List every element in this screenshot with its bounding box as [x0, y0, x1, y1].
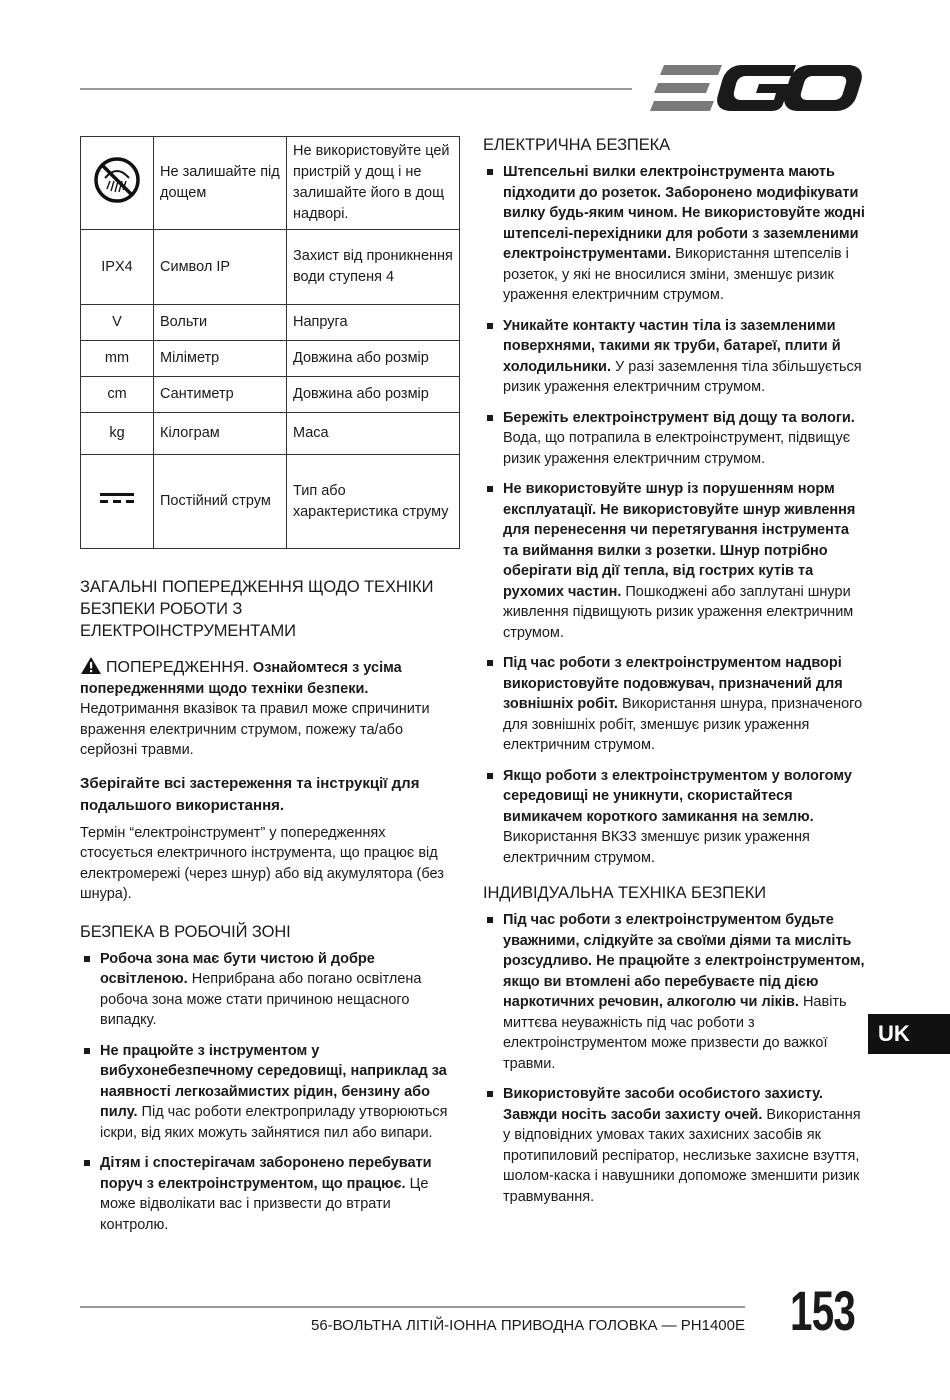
table-row — [81, 455, 460, 549]
section-heading-general: ЗАГАЛЬНІ ПОПЕРЕДЖЕННЯ ЩОДО ТЕХНІКИ БЕЗПЕКИ РОБОТИ З ЕЛЕКТРОІНСТРУМЕНТАМИ — [80, 578, 434, 640]
item-text: Використання шнура, призначеного для зовнішніх робіт, зменшує ризик ураження електричним струмом. — [503, 696, 863, 753]
warning-text: Недотримання вказівок та правил може спричинити враження електричним струмом, пожежу та/або серйозні травми. — [80, 701, 430, 758]
item-text: Це може відволікати вас і призвести до втрати контролю. — [100, 1175, 429, 1233]
symbol-cell — [81, 137, 154, 230]
list-item — [483, 910, 865, 1074]
section-heading-electrical: ЕЛЕКТРИЧНА БЕЗПЕКА — [483, 136, 671, 154]
footer-rule — [80, 1306, 745, 1308]
section-heading-work-area: БЕЗПЕКА В РОБОЧІЙ ЗОНІ — [80, 922, 291, 941]
left-column — [80, 576, 452, 1245]
list-item — [483, 316, 865, 398]
item-bold: Робоча зона має бути чистою й добре освітленою. — [100, 950, 375, 987]
save-instructions-heading: Зберігайте всі застереження та інструкції для подальшого використання. — [80, 774, 420, 814]
list-item — [483, 408, 865, 470]
item-text: Вода, що потрапила в електроінструмент, підвищує ризик ураження електричним струмом. — [503, 430, 851, 467]
symbol-name: Кілограм — [154, 413, 287, 455]
ego-logo — [650, 62, 862, 114]
symbol-name: Не залишайте під дощем — [154, 137, 287, 230]
table-row — [81, 413, 460, 455]
item-bold: Під час роботи з електроінструментом будьте уважними, слідкуйте за своїми діями та мисліть розсудливо. Не працюйте з електроінструментом, якщо ви втомлені або перебуваєте під дією наркотичних речовин, алкоголю чи ліків. — [503, 912, 865, 1010]
list-item — [483, 162, 865, 306]
item-text: Використання штепселів і розеток, у які не вносилися зміни, зменшує ризик ураження електричним струмом. — [503, 246, 849, 303]
personal-list — [483, 910, 865, 1207]
symbol-cell: IPX4 — [81, 230, 154, 305]
symbol-name: Постійний струм — [154, 455, 287, 549]
page-number: 153 — [790, 1279, 856, 1342]
list-item — [483, 479, 865, 643]
item-bold: Не працюйте з інструментом у вибухонебезпечному середовищі, наприклад за наявності легкозаймистих рідин, бензину або пилу. — [100, 1042, 447, 1120]
symbol-cell: mm — [81, 341, 154, 377]
list-item — [80, 1041, 452, 1144]
item-bold: Під час роботи з електроінструментом надворі використовуйте подовжувач, призначений для зовнішніх робіт. — [503, 655, 843, 712]
list-item — [80, 1153, 452, 1235]
section-heading-personal: ІНДИВІДУАЛЬНА ТЕХНІКА БЕЗПЕКИ — [483, 884, 767, 902]
symbol-meaning: Не використовуйте цей пристрій у дощ і не залишайте його в дощ надворі. — [287, 137, 460, 230]
symbol-meaning: Захист від проникнення води ступеня 4 — [287, 230, 460, 305]
table-row — [81, 341, 460, 377]
language-tab: UK — [868, 1014, 950, 1054]
symbol-cell — [81, 455, 154, 549]
symbol-name: Міліметр — [154, 341, 287, 377]
header-rule — [80, 88, 632, 90]
item-bold: Не використовуйте шнур із порушенням норм експлуатації. Не використовуйте шнур живлення для перенесення чи перетягування інструмента та виймання вилки з розетки. Шнур потрібно оберігати від дії тепла, від гострих кутів та рухомих частин. — [503, 481, 856, 600]
item-text: Під час роботи електроприладу утворюються іскри, від яких можуть зайнятися пил або випари. — [100, 1104, 448, 1141]
term-paragraph: Термін “електроінструмент” у попередженнях стосується електричного інструмента, що працює від електромережі (через шнур) або від акумулятора (без шнура). — [80, 824, 444, 902]
list-item — [483, 653, 865, 756]
symbol-meaning: Тип або характеристика струму — [287, 455, 460, 549]
symbol-cell: cm — [81, 377, 154, 413]
list-item — [80, 949, 452, 1031]
warning-bold: Ознайомтеся з усіма попередженнями щодо техніки безпеки. — [80, 660, 402, 697]
item-text: Пошкоджені або заплутані шнури живлення підвищують ризик ураження електричним струмом. — [503, 583, 854, 641]
right-column — [483, 134, 865, 1217]
item-text: Використання ВКЗЗ зменшує ризик ураження електричним струмом. — [503, 829, 810, 866]
symbol-name: Сантиметр — [154, 377, 287, 413]
symbol-name: Вольти — [154, 305, 287, 341]
symbol-meaning: Маса — [287, 413, 460, 455]
item-text: У разі заземлення тіла збільшується ризик ураження електричним струмом. — [503, 358, 862, 395]
symbol-cell: V — [81, 305, 154, 341]
item-text: Навіть миттєва неуважність під час роботи з електроінструментом може призвести до важкої травми. — [503, 994, 847, 1072]
direct-current-icon — [99, 491, 135, 505]
no-rain-icon — [93, 156, 141, 204]
symbols-table — [80, 136, 460, 549]
table-row — [81, 137, 460, 230]
symbol-meaning: Довжина або розмір — [287, 377, 460, 413]
warning-word: ПОПЕРЕДЖЕННЯ. — [106, 659, 249, 676]
symbol-meaning: Довжина або розмір — [287, 341, 460, 377]
item-bold: Якщо роботи з електроінструментом у вологому середовищі не уникнути, скористайтеся вимикачем короткого замикання на землю. — [503, 767, 852, 825]
electrical-list — [483, 162, 865, 868]
item-bold: Штепсельні вилки електроінструмента мають підходити до розеток. Заборонено модифікувати вилку будь-яким чином. Не використовуйте жодні штепселі-перехідники для роботи з заземленими електроінструментами. — [503, 164, 865, 262]
item-bold: Дітям і спостерігачам заборонено перебувати поруч з електроінструментом, що працює. — [100, 1155, 432, 1192]
item-text: Використання у відповідних умовах таких захисних засобів як протипиловий респіратор, неслизьке захисне взуття, шолом-каска і навушники допоможе зменшити ризик травмування. — [503, 1106, 861, 1205]
warning-triangle-icon — [80, 656, 102, 675]
item-bold: Бережіть електроінструмент від дощу та вологи. — [503, 409, 855, 426]
warning-paragraph — [80, 656, 452, 761]
item-text: Неприбрана або погано освітлена робоча зона може стати причиною нещасного випадку. — [100, 971, 422, 1028]
list-item — [483, 1084, 865, 1207]
work-area-list — [80, 949, 452, 1236]
symbol-cell: kg — [81, 413, 154, 455]
symbol-meaning: Напруга — [287, 305, 460, 341]
item-bold: Уникайте контакту частин тіла із заземленими поверхнями, такими як труби, батареї, плити й холодильники. — [503, 317, 841, 375]
table-row — [81, 305, 460, 341]
table-row — [81, 230, 460, 305]
symbol-name: Символ IP — [154, 230, 287, 305]
table-row — [81, 377, 460, 413]
footer-title: 56-ВОЛЬТНА ЛІТІЙ-ІОННА ПРИВОДНА ГОЛОВКА — PH1400E — [311, 1317, 745, 1334]
item-bold: Використовуйте засоби особистого захисту. Завжди носіть засоби захисту очей. — [503, 1086, 823, 1123]
list-item — [483, 766, 865, 869]
